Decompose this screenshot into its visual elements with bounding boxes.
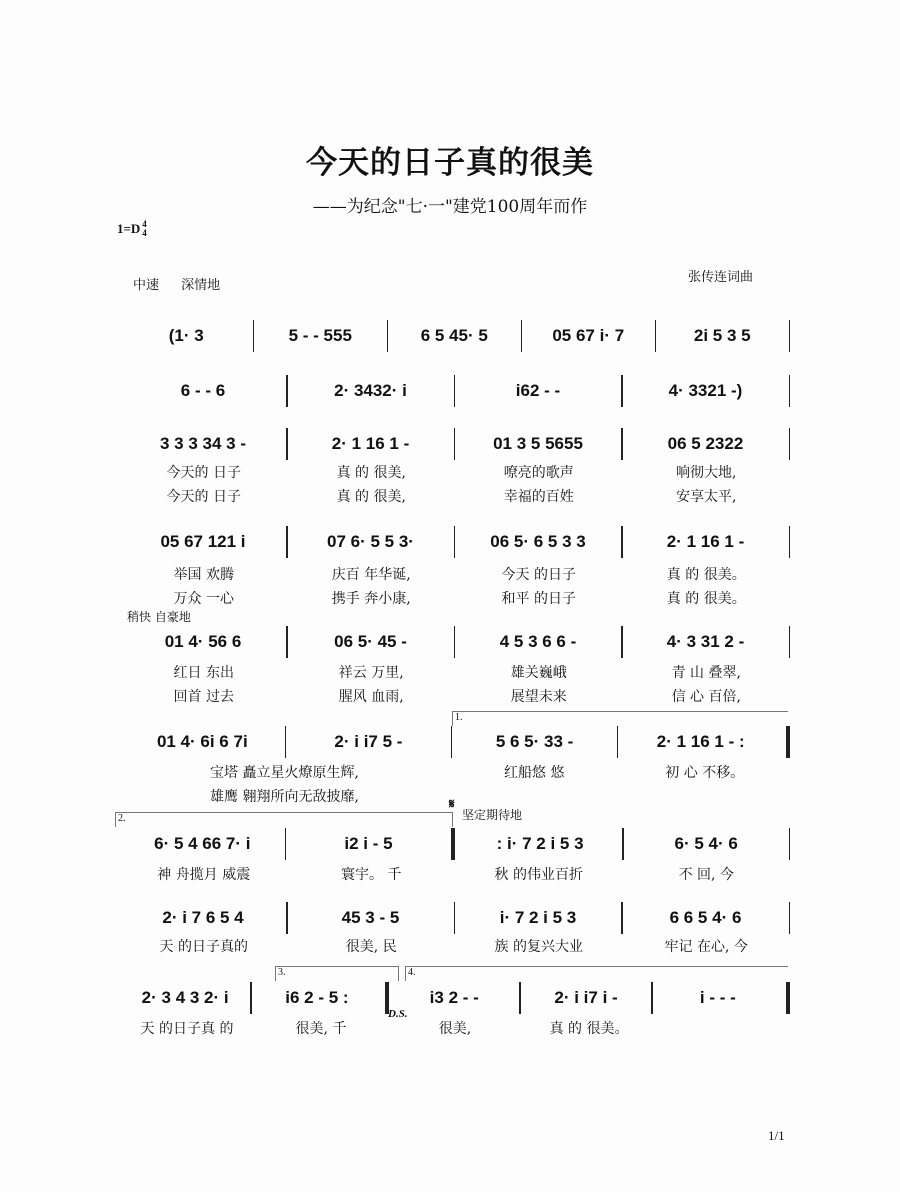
lyric-segment: 秋 的伟业百折: [494, 867, 583, 883]
lyric-segment: [656, 1018, 790, 1038]
volta-bracket-4: 4.: [405, 966, 788, 981]
score-line-4: [120, 526, 790, 558]
measure: 2· 1 16 1 -: [666, 532, 745, 551]
measure: 6· 5 4· 6: [674, 834, 738, 853]
score-line-8: [120, 902, 790, 934]
dal-segno-marker: D.S.: [388, 1008, 408, 1020]
lyric-segment: 幸福的百姓: [503, 489, 574, 505]
measure: (1· 3: [168, 326, 204, 345]
measure: 06 5· 45 -: [334, 632, 407, 651]
lyrics-verse-1: [120, 864, 790, 884]
volta-bracket-3: 3.: [275, 966, 399, 981]
lyric-segment: 不 回, 今: [678, 867, 734, 883]
tempo-label: 中速: [133, 278, 160, 293]
lyrics-verse-1: [120, 1018, 790, 1038]
measure: i6 2 - 5 :: [285, 988, 349, 1007]
measure: 6· 5 4 66 7· i: [154, 834, 251, 853]
lyric-segment: 真 的 很美。: [549, 1021, 629, 1037]
measure: 07 6· 5 5 3·: [327, 532, 414, 551]
lyric-segment: 真 的 很美,: [336, 489, 406, 505]
measure: 4· 3 31 2 -: [666, 632, 745, 651]
measure: 06 5 2322: [667, 434, 744, 453]
lyrics-verse-1: [120, 564, 790, 584]
score-line-1: [120, 320, 790, 352]
repeat-end-barline: [786, 726, 790, 758]
lyric-segment: 展望未来: [510, 689, 567, 705]
measure: 2· 3432· i: [334, 381, 407, 400]
lyric-segment: 真 的 很美。: [666, 567, 746, 583]
measure: 2· i i7 i -: [554, 988, 618, 1007]
expression-marker: 坚定期待地: [462, 808, 523, 822]
score-line-3: [120, 428, 790, 460]
volta-bracket-2: 2.: [115, 812, 453, 827]
lyric-segment: 雄关巍峨: [510, 665, 567, 681]
measure: i - - -: [699, 988, 736, 1007]
measure: 4 5 3 6 6 -: [499, 632, 577, 651]
measure: i3 2 - -: [429, 988, 479, 1007]
composer-credit: 张传连词曲: [688, 270, 754, 285]
measure: 3 3 3 34 3 -: [159, 434, 246, 453]
score-line-6: [120, 726, 790, 758]
lyric-segment: 真 的 很美。: [666, 591, 746, 607]
measure: 5 - - 555: [288, 326, 352, 345]
song-title: 今天的日子真的很美: [306, 145, 594, 181]
measure: i2 i - 5: [344, 834, 393, 853]
measure: 2· 1 16 1 -: [331, 434, 410, 453]
measure: 05 67 121 i: [160, 532, 246, 551]
lyric-segment: 嘹亮的歌声: [503, 465, 574, 481]
lyric-segment: 信 心 百倍,: [671, 689, 741, 705]
measure: 2i 5 3 5: [693, 326, 751, 345]
lyric-segment: 万众 一心: [173, 591, 234, 607]
barline: [789, 828, 791, 860]
barline: [789, 902, 791, 934]
lyric-segment: 回首 过去: [173, 689, 234, 705]
measure: 06 5· 6 5 3 3: [490, 532, 586, 551]
repeat-start-barline: [451, 828, 455, 860]
measure: 2· i 7 6 5 4: [162, 908, 244, 927]
measure: : i· 7 2 i 5 3: [496, 834, 584, 853]
barline: [789, 626, 791, 658]
lyric-segment: 腥风 血雨,: [338, 689, 404, 705]
measure: 45 3 - 5: [341, 908, 400, 927]
lyric-segment: 神 舟揽月 威震: [157, 867, 251, 883]
measure: 2· 1 16 1 - :: [656, 732, 745, 751]
measure: 5 6 5· 33 -: [495, 732, 574, 751]
key-label: 1=D: [117, 221, 141, 236]
lyric-segment: 很美,: [438, 1021, 472, 1037]
lyric-segment: [449, 786, 620, 806]
lyric-segment: 携手 奔小康,: [331, 591, 411, 607]
lyric-segment: 红日 东出: [173, 665, 234, 681]
lyric-segment: 和平 的日子: [501, 591, 576, 607]
barline: [789, 375, 791, 407]
barline: [789, 320, 791, 352]
barline: [789, 526, 791, 558]
lyric-segment: 雄鹰 翱翔所向无敌披靡,: [210, 789, 359, 805]
lyrics-verse-1: [120, 662, 790, 682]
tempo-marking: [133, 274, 238, 293]
lyric-segment: 牢记 在心, 今: [664, 939, 748, 955]
measure: 01 3 5 5655: [493, 434, 583, 453]
lyric-segment: 很美, 千: [295, 1021, 347, 1037]
lyric-segment: 今天的 日子: [166, 489, 241, 505]
measure: i62 - -: [515, 381, 561, 400]
lyric-segment: 真 的 很美,: [336, 465, 406, 481]
barline: [789, 428, 791, 460]
lyric-segment: 青 山 叠翠,: [671, 665, 741, 681]
lyrics-verse-1: [120, 762, 790, 782]
measure: 2· i i7 5 -: [334, 732, 403, 751]
lyrics-verse-1: [120, 462, 790, 482]
lyrics-verse-1: [120, 936, 790, 956]
lyrics-verse-2: [120, 486, 790, 506]
lyrics-verse-2: [120, 786, 790, 806]
measure: 01 4· 56 6: [164, 632, 242, 651]
expression-label: 深情地: [181, 278, 221, 293]
song-subtitle: ——为纪念"七·一"建党100周年而作: [312, 197, 588, 217]
lyric-segment: 很美, 民: [345, 939, 397, 955]
lyric-segment: 响彻大地,: [676, 465, 737, 481]
lyric-segment: 天 的日子真 的: [140, 1021, 234, 1037]
score-line-5: [120, 626, 790, 658]
measure: 01 4· 6i 6 7i: [156, 732, 248, 751]
measure: 4· 3321 -): [668, 381, 743, 400]
lyric-segment: 举国 欢腾: [173, 567, 234, 583]
score-line-2: [120, 375, 790, 407]
segno-icon: 𝄋: [449, 797, 455, 812]
time-signature: 4 4: [142, 219, 147, 238]
lyric-segment: 安享太平,: [676, 489, 737, 505]
final-barline: [786, 982, 790, 1014]
lyric-segment: 宝塔 矗立星火燎原生辉,: [210, 765, 359, 781]
lyric-segment: 今天 的日子: [501, 567, 576, 583]
key-signature: [117, 220, 147, 238]
measure: 2· 3 4 3 2· i: [141, 988, 229, 1007]
volta-bracket-1: 1.: [452, 711, 788, 726]
lyric-segment: 红船悠 悠: [504, 765, 565, 781]
tempo-change-marker: 稍快 自豪地: [127, 610, 191, 624]
measure: 6 5 45· 5: [420, 326, 488, 345]
measure: 6 6 5 4· 6: [669, 908, 742, 927]
lyric-segment: 今天的 日子: [166, 465, 241, 481]
lyric-segment: 族 的复兴大业: [494, 939, 583, 955]
lyrics-verse-2: [120, 686, 790, 706]
lyric-segment: 庆百 年华诞,: [331, 567, 411, 583]
lyrics-verse-2: [120, 588, 790, 608]
measure: i· 7 2 i 5 3: [499, 908, 577, 927]
page-number: 1/1: [768, 1128, 785, 1143]
measure: 6 - - 6: [180, 381, 226, 400]
lyric-segment: 天 的日子真的: [159, 939, 248, 955]
score-line-7: [120, 828, 790, 860]
lyric-segment: 祥云 万里,: [338, 665, 404, 681]
lyric-segment: 初 心 不移。: [665, 765, 745, 781]
lyric-segment: [620, 786, 791, 806]
lyric-segment: 寰宇。 千: [341, 867, 402, 883]
score-line-9: [120, 982, 790, 1014]
measure: 05 67 i· 7: [552, 326, 625, 345]
